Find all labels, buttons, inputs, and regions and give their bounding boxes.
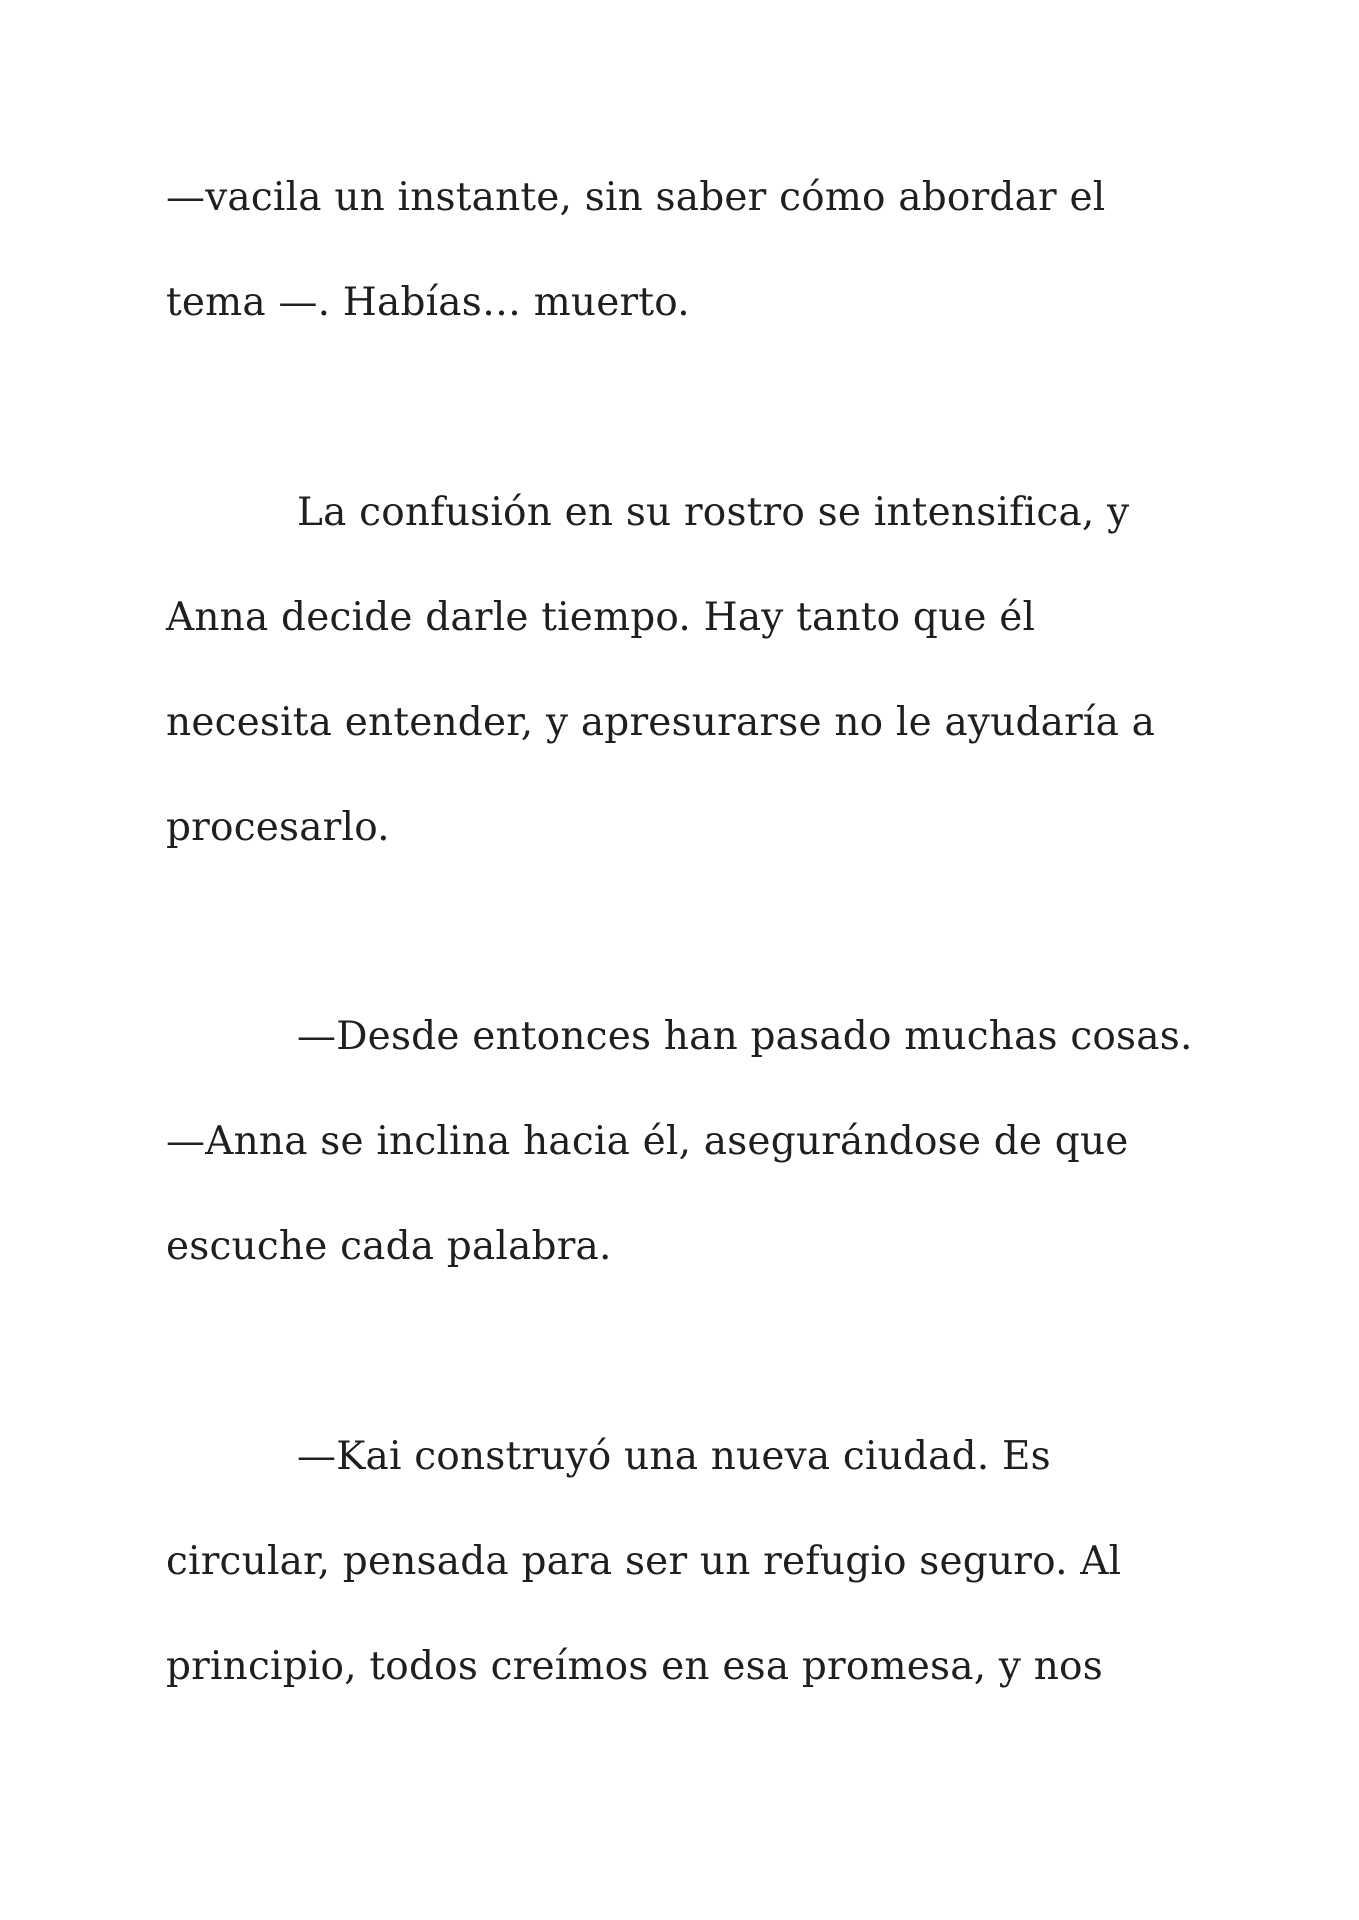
text-line: principio, todos creímos en esa promesa, y nos bbox=[166, 1644, 1103, 1689]
text-line: Anna decide darle tiempo. Hay tanto que él bbox=[166, 595, 1036, 640]
text-line: —Desde entonces han pasado muchas cosas. bbox=[297, 1014, 1193, 1059]
text-line: circular, pensada para ser un refugio seguro. Al bbox=[166, 1539, 1122, 1584]
text-line: escuche cada palabra. bbox=[166, 1224, 612, 1269]
text-line: —Kai construyó una nueva ciudad. Es bbox=[297, 1434, 1051, 1479]
text-line: tema —. Habías… muerto. bbox=[166, 280, 690, 325]
text-line: procesarlo. bbox=[166, 805, 390, 850]
text-line: —vacila un instante, sin saber cómo abordar el bbox=[166, 175, 1106, 220]
text-line: necesita entender, y apresurarse no le ayudaría a bbox=[166, 700, 1156, 745]
text-line: La confusión en su rostro se intensifica, y bbox=[297, 490, 1130, 535]
text-line: —Anna se inclina hacia él, asegurándose de que bbox=[166, 1119, 1129, 1164]
